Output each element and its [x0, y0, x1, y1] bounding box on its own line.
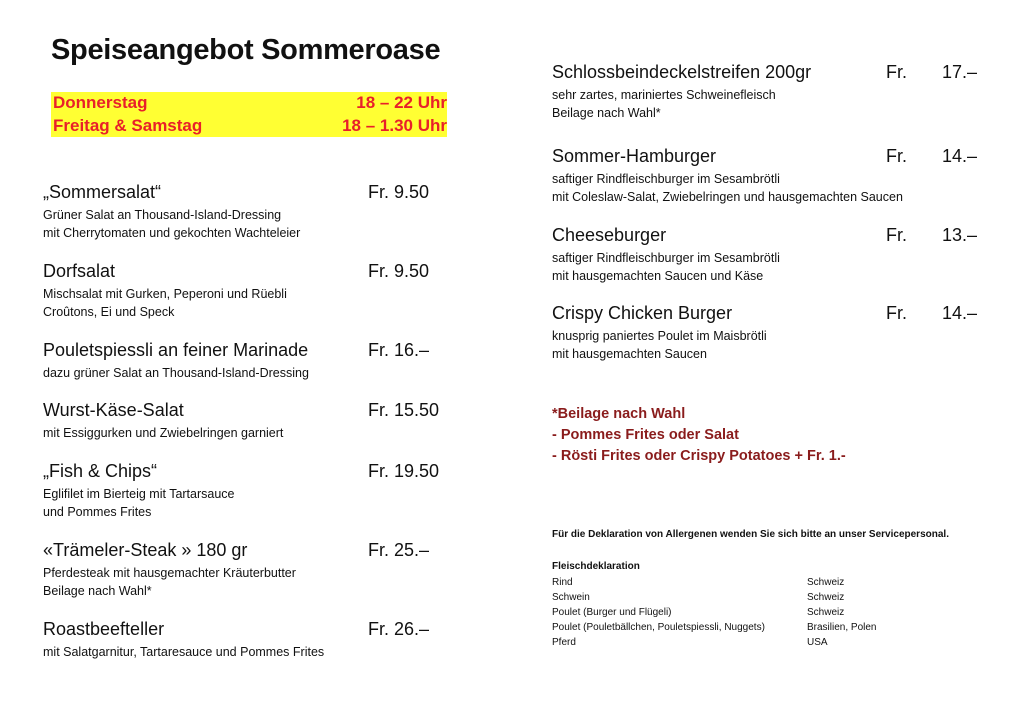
item-description	[43, 206, 503, 242]
declaration-row	[552, 605, 952, 620]
item-description	[552, 170, 992, 206]
meat-origin: USA	[807, 637, 828, 648]
desc-line: Eglifilet im Bierteig mit Tartarsauce	[43, 487, 235, 501]
menu-item-sommersalat	[43, 181, 503, 242]
item-name: Sommer-Hamburger	[552, 146, 717, 166]
item-price: Fr. 9.50	[368, 182, 430, 202]
meat-type: Rind	[552, 577, 573, 588]
desc-line: saftiger Rindfleischburger im Sesambrötli	[552, 172, 780, 186]
item-name: Crispy Chicken Burger	[552, 303, 733, 323]
item-price: Fr. 9.50	[368, 261, 430, 281]
item-price: 13.–	[942, 225, 978, 245]
item-name: Dorfsalat	[43, 261, 116, 281]
desc-line: mit Cherrytomaten und gekochten Wachteleier	[43, 226, 301, 240]
menu-item-traemeler-steak	[43, 539, 503, 600]
item-name: „Fish & Chips“	[43, 461, 158, 481]
item-name: „Sommersalat“	[43, 182, 162, 202]
menu-item-crispy-chicken-burger	[552, 302, 992, 363]
opening-hours-box	[51, 92, 447, 137]
menu-item-fish-and-chips	[43, 460, 503, 521]
meat-type: Poulet (Pouletbällchen, Pouletspiessli, Nuggets)	[552, 622, 765, 633]
desc-line: Mischsalat mit Gurken, Peperoni und Rüebli	[43, 287, 287, 301]
item-description	[552, 86, 992, 122]
hours-day: Freitag & Samstag	[53, 116, 203, 135]
meat-origin: Schweiz	[807, 577, 845, 588]
item-name: Schlossbeindeckelstreifen 200gr	[552, 62, 812, 82]
desc-line: Beilage nach Wahl*	[552, 106, 661, 120]
side-option-line: - Rösti Frites oder Crispy Potatoes + Fr. 1.-	[552, 448, 846, 464]
hours-time: 18 – 22 Uhr	[356, 93, 447, 112]
desc-line: dazu grüner Salat an Thousand-Island-Dressing	[43, 366, 309, 380]
declaration-row	[552, 590, 952, 605]
desc-line: saftiger Rindfleischburger im Sesambrötli	[552, 251, 780, 265]
hours-time: 18 – 1.30 Uhr	[342, 116, 447, 135]
side-option-line: - Pommes Frites oder Salat	[552, 427, 739, 443]
item-description	[43, 424, 503, 442]
item-price: Fr. 26.–	[368, 619, 430, 639]
menu-item-roastbeefteller	[43, 618, 503, 661]
item-price: 14.–	[942, 303, 978, 323]
declaration-row	[552, 620, 952, 635]
meat-type: Schwein	[552, 592, 590, 603]
meat-declaration-title: Fleischdeklaration	[552, 561, 640, 572]
menu-item-wurst-kaese-salat	[43, 399, 503, 442]
item-price: 14.–	[942, 146, 978, 166]
declaration-row	[552, 635, 952, 650]
item-price: 17.–	[942, 62, 978, 82]
menu-item-dorfsalat	[43, 260, 503, 321]
item-description	[43, 285, 503, 321]
desc-line: mit hausgemachten Saucen	[552, 347, 707, 361]
menu-item-schlossbeindeckelstreifen	[552, 61, 992, 122]
item-currency: Fr.	[886, 225, 907, 245]
item-price: Fr. 16.–	[368, 340, 430, 360]
item-name: Cheeseburger	[552, 225, 667, 245]
item-currency: Fr.	[886, 146, 907, 166]
hours-row	[53, 93, 447, 115]
hours-row	[53, 116, 447, 138]
meat-type: Poulet (Burger und Flügeli)	[552, 607, 672, 618]
side-dish-options	[552, 404, 846, 467]
desc-line: sehr zartes, mariniertes Schweinefleisch	[552, 88, 776, 102]
desc-line: mit Coleslaw-Salat, Zwiebelringen und hausgemachten Saucen	[552, 190, 903, 204]
allergen-note: Für die Deklaration von Allergenen wenden Sie sich bitte an unser Servicepersonal.	[552, 529, 949, 540]
item-name: Wurst-Käse-Salat	[43, 400, 184, 420]
item-price: Fr. 15.50	[368, 400, 440, 420]
meat-origin: Schweiz	[807, 607, 845, 618]
menu-item-pouletspiessli	[43, 339, 503, 382]
meat-type: Pferd	[552, 637, 576, 648]
desc-line: und Pommes Frites	[43, 505, 152, 519]
meat-declaration-table	[552, 575, 952, 650]
declaration-row	[552, 575, 952, 590]
item-price: Fr. 19.50	[368, 461, 440, 481]
item-description	[43, 564, 503, 600]
item-description	[43, 643, 503, 661]
item-description	[43, 364, 503, 382]
item-currency: Fr.	[886, 303, 907, 323]
side-option-line: *Beilage nach Wahl	[552, 406, 686, 422]
item-name: «Trämeler-Steak » 180 gr	[43, 540, 248, 560]
page-title: Speiseangebot Sommeroase	[51, 34, 441, 66]
item-price: Fr. 25.–	[368, 540, 430, 560]
item-description	[552, 327, 992, 363]
item-description	[552, 249, 992, 285]
desc-line: Beilage nach Wahl*	[43, 584, 152, 598]
desc-line: knusprig paniertes Poulet im Maisbrötli	[552, 329, 767, 343]
menu-item-cheeseburger	[552, 224, 992, 285]
desc-line: Pferdesteak mit hausgemachter Kräuterbutter	[43, 566, 296, 580]
item-description	[43, 485, 503, 521]
menu-item-sommer-hamburger	[552, 145, 992, 206]
meat-origin: Brasilien, Polen	[807, 622, 877, 633]
item-name: Roastbeefteller	[43, 619, 165, 639]
hours-day: Donnerstag	[53, 93, 148, 112]
desc-line: Croûtons, Ei und Speck	[43, 305, 175, 319]
desc-line: Grüner Salat an Thousand-Island-Dressing	[43, 208, 282, 222]
item-name: Pouletspiessli an feiner Marinade	[43, 340, 309, 360]
item-currency: Fr.	[886, 62, 907, 82]
desc-line: mit Essiggurken und Zwiebelringen garniert	[43, 426, 284, 440]
desc-line: mit Salatgarnitur, Tartaresauce und Pommes Frites	[43, 645, 325, 659]
meat-origin: Schweiz	[807, 592, 845, 603]
desc-line: mit hausgemachten Saucen und Käse	[552, 269, 764, 283]
